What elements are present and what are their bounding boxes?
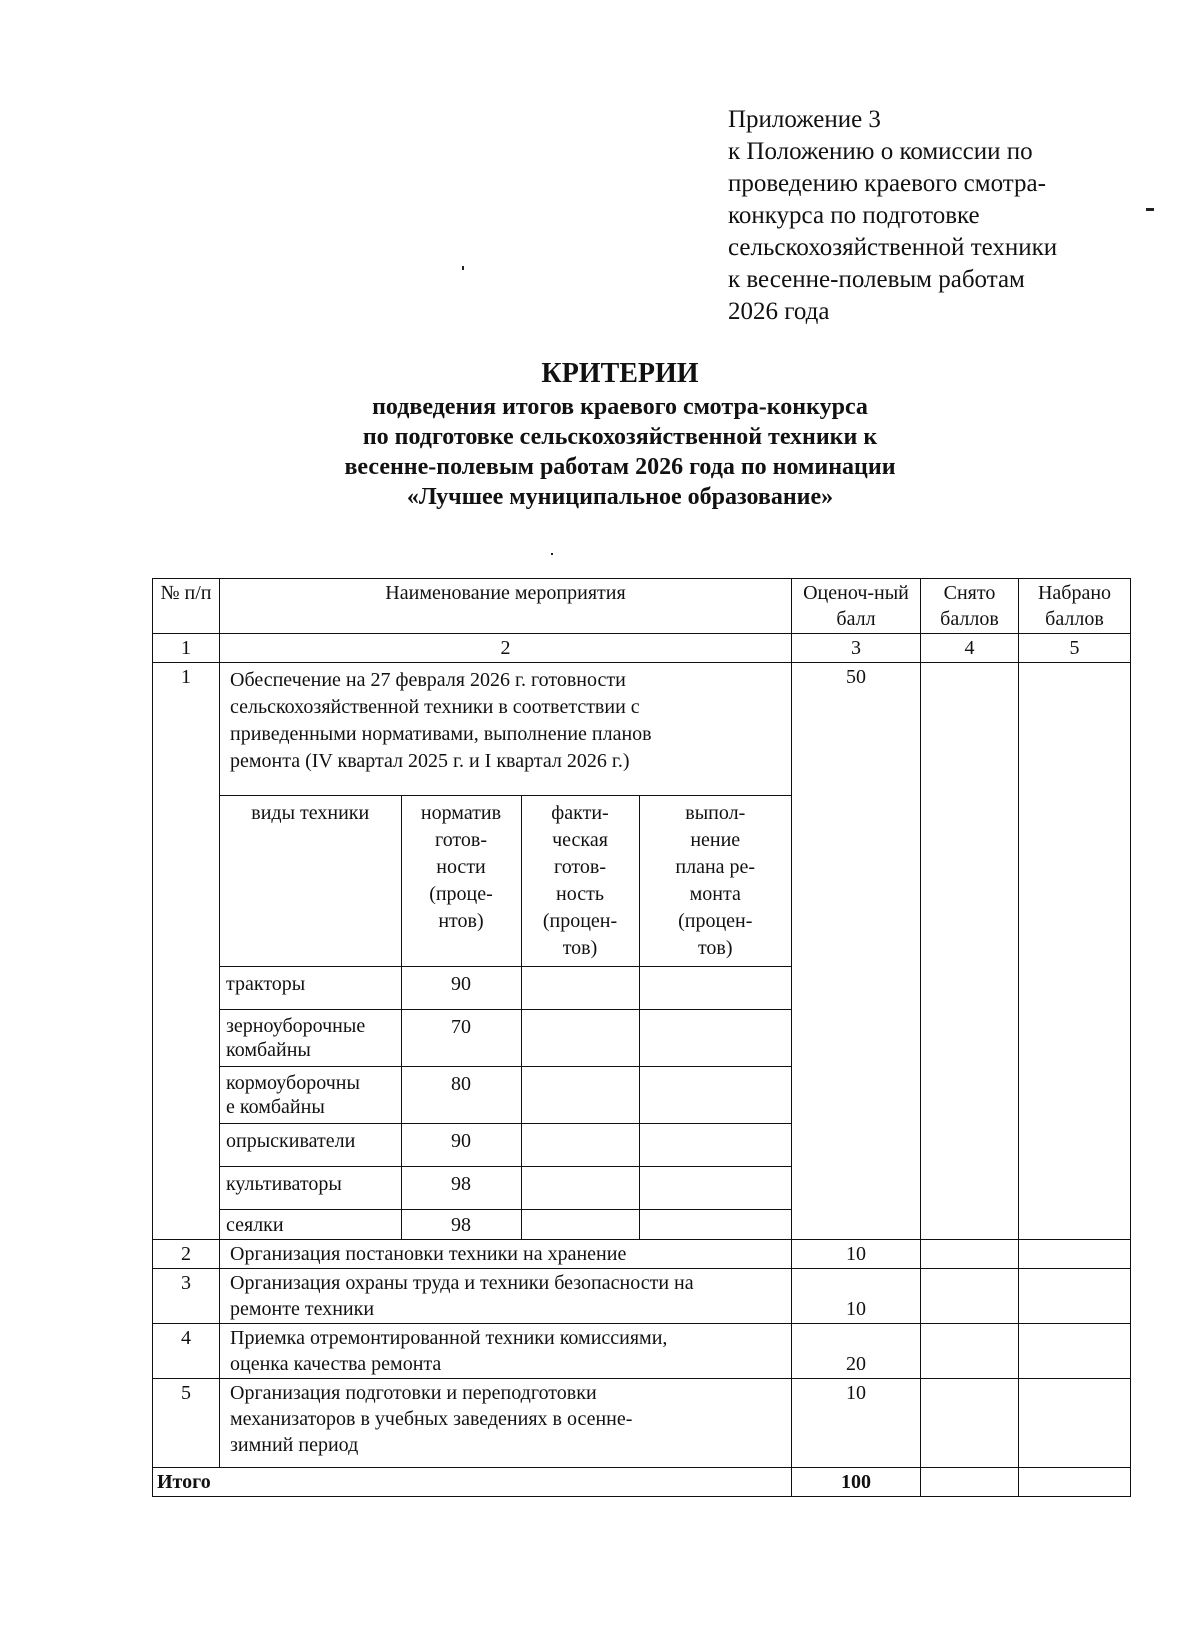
equipment-fact <box>521 1124 639 1167</box>
index-cell: 1 <box>153 634 220 663</box>
table-row <box>153 663 1131 1240</box>
equipment-name: кормоуборочны е комбайны <box>220 1067 401 1124</box>
desc-line: сельскохозяйственной техники в соответствии с <box>230 696 640 718</box>
row-num: 1 <box>153 663 220 1240</box>
equipment-name: сеялки <box>220 1210 401 1240</box>
header-score: Оценоч-ный балл <box>792 579 921 634</box>
equipment-plan <box>639 1210 791 1240</box>
equipment-plan <box>639 967 791 1010</box>
index-cell: 4 <box>921 634 1019 663</box>
row-score: 10 <box>792 1269 921 1324</box>
desc-line: Обеспечение на 27 февраля 2026 г. готовности <box>230 669 626 691</box>
equipment-plan <box>639 1124 791 1167</box>
title-line: «Лучшее муниципальное образование» <box>406 484 834 510</box>
title-line: подведения итогов краевого смотра-конкурса <box>372 394 868 420</box>
equipment-name: опрыскиватели <box>220 1124 401 1167</box>
total-removed <box>921 1468 1019 1497</box>
equipment-plan <box>639 1010 791 1067</box>
equipment-fact <box>521 1010 639 1067</box>
total-gained <box>1019 1468 1131 1497</box>
equipment-header-type: виды техники <box>220 796 401 967</box>
equipment-norm: 80 <box>401 1067 521 1124</box>
row-description-cell <box>220 663 792 1240</box>
row-removed <box>921 663 1019 1240</box>
row-removed <box>921 1240 1019 1269</box>
header-removed: Снято баллов <box>921 579 1019 634</box>
equipment-fact <box>521 1067 639 1124</box>
appendix-line: конкурса по подготовке <box>728 202 980 229</box>
equipment-row <box>220 1010 791 1067</box>
appendix-line: проведению краевого смотра- <box>728 170 1046 197</box>
appendix-line: сельскохозяйственной техники <box>728 234 1058 261</box>
row-gained <box>1019 663 1131 1240</box>
equipment-name: культиваторы <box>220 1167 401 1210</box>
row-gained <box>1019 1269 1131 1324</box>
row-removed <box>921 1269 1019 1324</box>
table-row <box>153 1269 1131 1324</box>
desc-line: ремонта (IV квартал 2025 г. и I квартал 2026 г.) <box>230 750 630 772</box>
equipment-norm: 98 <box>401 1167 521 1210</box>
row-score: 10 <box>792 1240 921 1269</box>
index-cell: 2 <box>220 634 792 663</box>
row-score: 10 <box>792 1379 921 1468</box>
equipment-header-row <box>220 796 791 967</box>
table-row <box>153 1240 1131 1269</box>
total-label: Итого <box>153 1468 792 1497</box>
title-line: по подготовке сельскохозяйственной техники к <box>362 424 878 450</box>
header-gained: Набрано баллов <box>1019 579 1131 634</box>
row-gained <box>1019 1324 1131 1379</box>
row-gained <box>1019 1379 1131 1468</box>
row-num: 3 <box>153 1269 220 1324</box>
equipment-name: тракторы <box>220 967 401 1010</box>
equipment-plan <box>639 1167 791 1210</box>
table-row <box>153 1379 1131 1468</box>
equipment-header-fact: факти- ческая готов- ность (процен- тов) <box>521 796 639 967</box>
header-num: № п/п <box>153 579 220 634</box>
equipment-norm: 98 <box>401 1210 521 1240</box>
scan-speck <box>1146 208 1154 211</box>
title-main: КРИТЕРИИ <box>541 358 699 389</box>
document-title <box>0 356 1200 512</box>
row-name: Приемка отремонтированной техники комиссиями, оценка качества ремонта <box>220 1324 792 1379</box>
desc-line: приведенными нормативами, выполнение планов <box>230 723 652 745</box>
index-cell: 3 <box>792 634 921 663</box>
header-name: Наименование мероприятия <box>220 579 792 634</box>
row-name: Организация охраны труда и техники безопасности на ремонте техники <box>220 1269 792 1324</box>
title-line: весенне-полевым работам 2026 года по номинации <box>344 454 896 480</box>
row-num: 2 <box>153 1240 220 1269</box>
row-num: 5 <box>153 1379 220 1468</box>
equipment-norm: 70 <box>401 1010 521 1067</box>
row-removed <box>921 1379 1019 1468</box>
row-description <box>220 663 791 795</box>
row-removed <box>921 1324 1019 1379</box>
table-row <box>153 1324 1131 1379</box>
equipment-plan <box>639 1067 791 1124</box>
total-row <box>153 1468 1131 1497</box>
scan-speck <box>551 553 553 555</box>
appendix-line: к весенне-полевым работам <box>728 266 1025 293</box>
criteria-table <box>152 578 1131 1497</box>
appendix-line: 2026 года <box>728 298 830 325</box>
appendix-line: к Положению о комиссии по <box>728 138 1033 165</box>
row-gained <box>1019 1240 1131 1269</box>
header-row <box>153 579 1131 634</box>
equipment-fact <box>521 967 639 1010</box>
equipment-fact <box>521 1210 639 1240</box>
equipment-header-norm: норматив готов- ности (проце- нтов) <box>401 796 521 967</box>
equipment-norm: 90 <box>401 1124 521 1167</box>
row-name: Организация подготовки и переподготовки механизаторов в учебных заведениях в осенне- зимний период <box>220 1379 792 1468</box>
scan-speck <box>462 266 464 270</box>
equipment-table <box>220 795 791 1239</box>
appendix-line: Приложение 3 <box>728 106 881 133</box>
appendix-block <box>728 104 1168 328</box>
row-score: 20 <box>792 1324 921 1379</box>
equipment-fact <box>521 1167 639 1210</box>
equipment-row <box>220 967 791 1010</box>
equipment-row <box>220 1210 791 1240</box>
equipment-row <box>220 1167 791 1210</box>
equipment-row <box>220 1067 791 1124</box>
equipment-norm: 90 <box>401 967 521 1010</box>
row-name: Организация постановки техники на хранение <box>220 1240 792 1269</box>
index-row <box>153 634 1131 663</box>
equipment-name: зерноуборочные комбайны <box>220 1010 401 1067</box>
row-num: 4 <box>153 1324 220 1379</box>
index-cell: 5 <box>1019 634 1131 663</box>
equipment-header-plan: выпол- нение плана ре- монта (процен- тов) <box>639 796 791 967</box>
equipment-row <box>220 1124 791 1167</box>
row-score: 50 <box>792 663 921 1240</box>
total-score: 100 <box>792 1468 921 1497</box>
